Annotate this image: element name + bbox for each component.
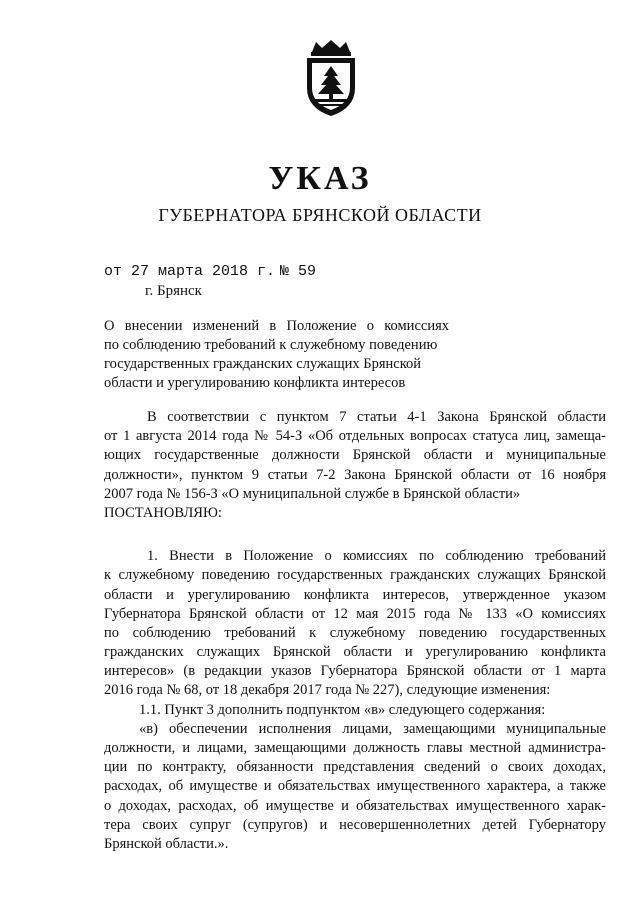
item1-line: 2016 года № 68, от 18 декабря 2017 года № 227), следующие изменения: (104, 682, 551, 699)
item1-line: к служебному поведению государственных гражданских служащих Брянской (104, 567, 606, 584)
item1-line: интересов» (в редакции указов Губернатора Брянской области от 1 марта (104, 663, 606, 680)
preamble-line: ПОСТАНОВЛЯЮ: (104, 504, 222, 521)
item1-line: гражданских служащих Брянской области и урегулированию конфликта (104, 644, 606, 661)
subject-line: О внесении изменений в Положение о комиссиях (104, 318, 449, 334)
subject-line: государственных гражданских служащих Брянской (104, 356, 422, 372)
item11-line: 1.1. Пункт 3 дополнить подпунктом «в» следующего содержания: (139, 701, 546, 718)
item1-line: 1. Внести в Положение о комиссиях по соблюдению требований (147, 548, 606, 565)
item1-line: по соблюдению требований к служебному поведению государственных (104, 624, 606, 641)
document-city: г. Брянск (145, 283, 202, 299)
document-subject (104, 317, 449, 393)
document-subtitle: ГУБЕРНАТОРА БРЯНСКОЙ ОБЛАСТИ (158, 205, 482, 225)
document-title: УКАЗ (268, 160, 372, 197)
document-date: от 27 марта 2018 г. (104, 263, 276, 280)
item-v-line: ции по контракту, обязанности представления сведений о своих доходах, (104, 759, 606, 776)
subject-line: по соблюдению требований к служебному поведению (104, 337, 438, 353)
item1-line: области и урегулированию конфликта интересов, утвержденное указом (104, 586, 606, 603)
item-v-line: Брянской области.». (104, 835, 229, 852)
item-v-line: «в) обеспечении исполнения лицами, замещающими муниципальные (139, 720, 606, 737)
coat-of-arms-icon (302, 38, 360, 118)
preamble-line: В соответствии с пунктом 7 статьи 4-1 Закона Брянской области (147, 409, 606, 425)
document-number: № 59 (280, 263, 317, 280)
document-body (104, 408, 606, 854)
subject-line: области и урегулированию конфликта интересов (104, 375, 406, 391)
preamble-line: должности», пунктом 9 статьи 7-2 Закона Брянской области от 16 ноября (104, 466, 606, 483)
item-v-line: тера своих супруг (супругов) и несовершеннолетних детей Губернатору (104, 816, 606, 833)
item-v-line: должности, и лицами, замещающими должность главы местной администра- (104, 740, 606, 756)
preamble-line: от 1 августа 2014 года № 54-З «Об отдельных вопросах статуса лиц, замеща- (104, 428, 606, 445)
item-v-line: о доходах, расходах, об имуществе и обязательствах имущественного харак- (104, 797, 606, 814)
item1-line: Губернатора Брянской области от 12 мая 2015 года № 133 «О комиссиях (104, 605, 606, 622)
preamble-line: ющих государственные должности Брянской области и муниципальные (104, 447, 606, 464)
preamble-line: 2007 года № 156-З «О муниципальной службе в Брянской области» (104, 485, 521, 502)
item-v-line: расходах, об имуществе и обязательствах имущественного характера, а также (104, 778, 606, 795)
